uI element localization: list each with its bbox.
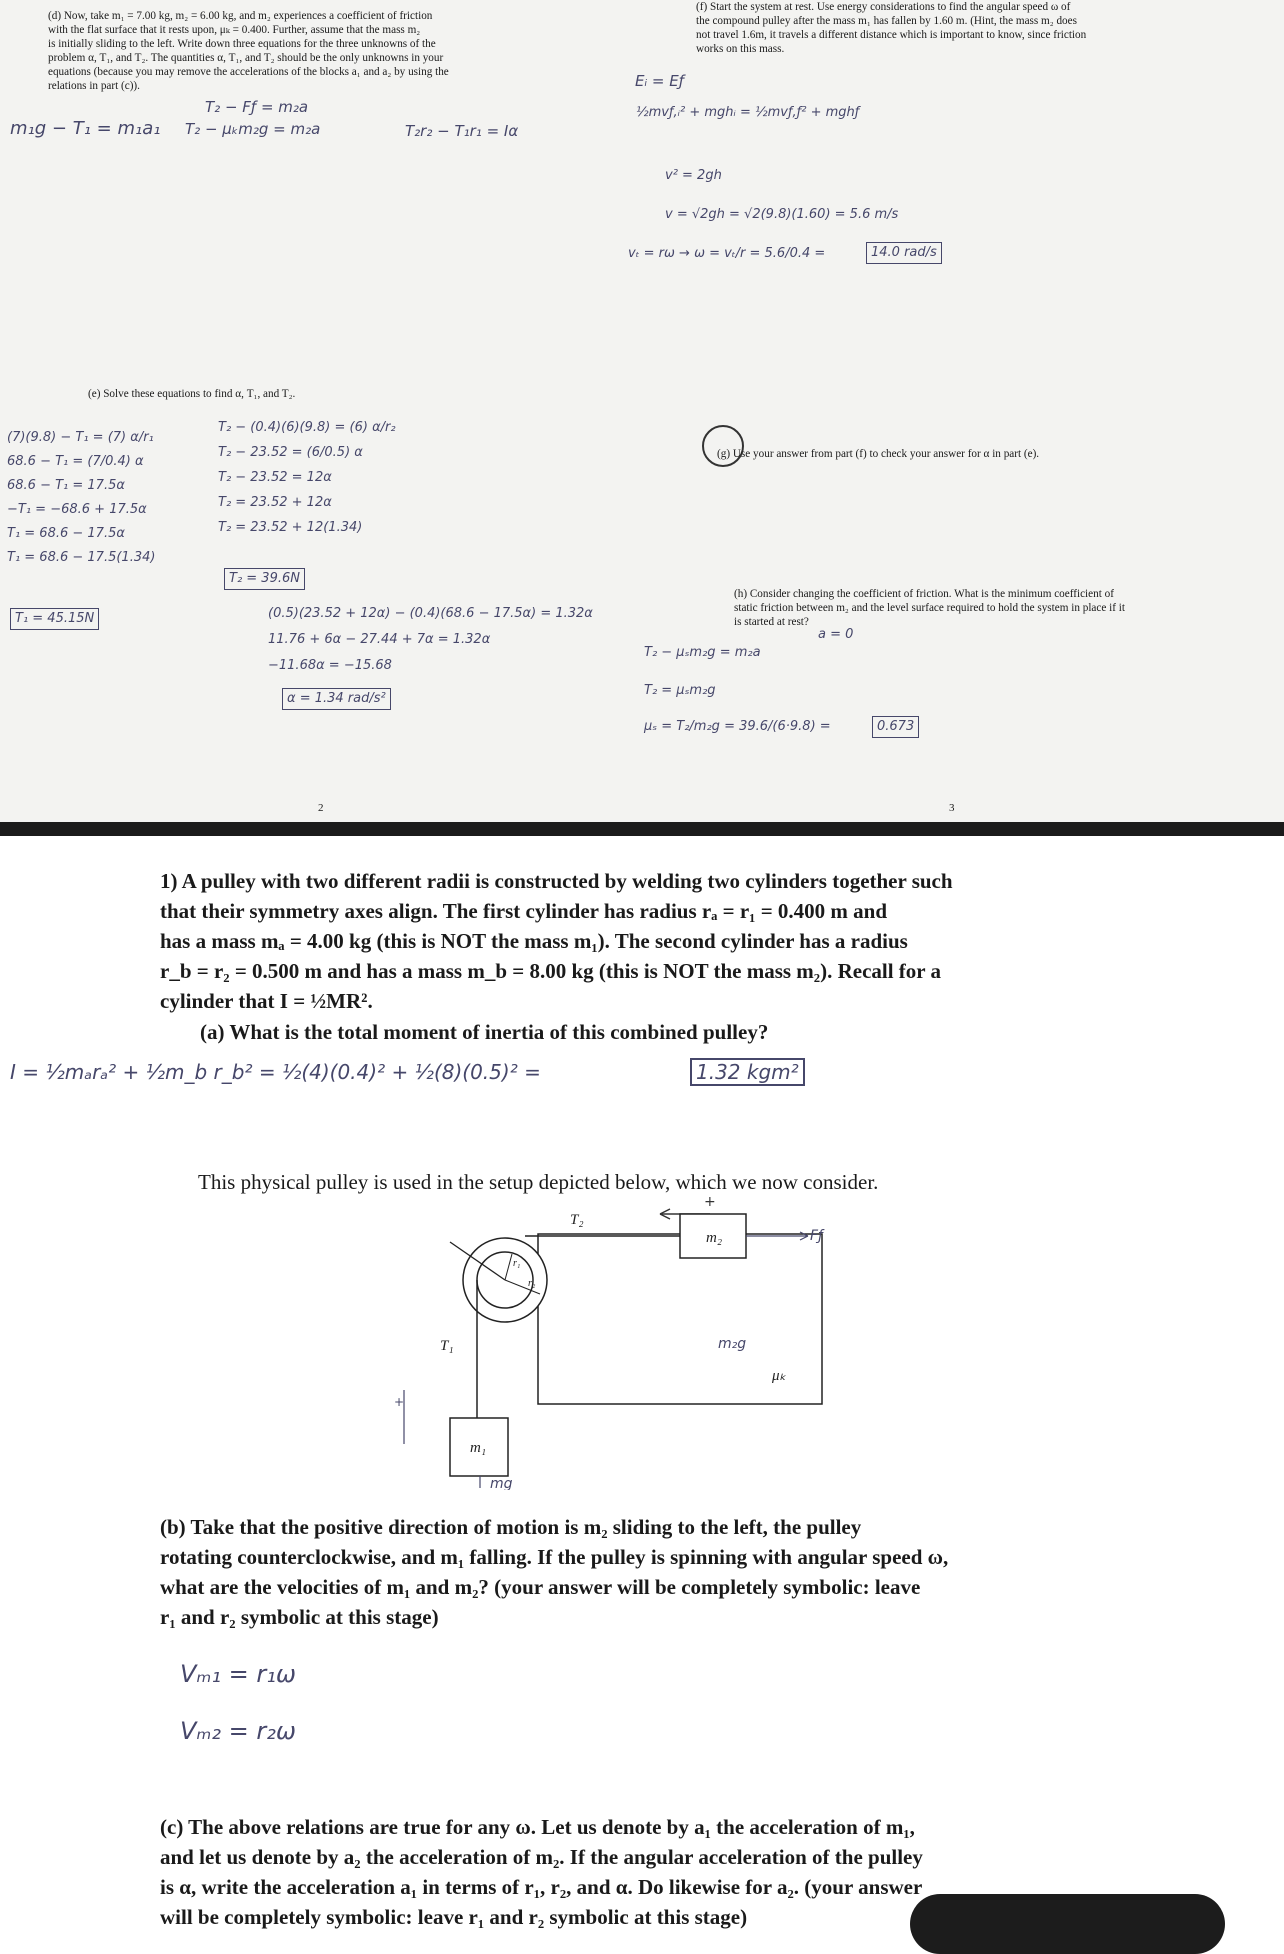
energy-eq-4: v = √2gh = √2(9.8)(1.60) = 5.6 m/s: [665, 207, 899, 222]
setup-description: This physical pulley is used in the setup depicted below, which we now consider.: [198, 1170, 879, 1194]
part-f-line: not travel 1.6m, it travels a different distance which is important to know, since friction: [696, 29, 1087, 41]
part-d-eq1: m₁g − T₁ = m₁a₁: [10, 118, 161, 139]
t1-answer-box: T₁ = 45.15N: [10, 608, 99, 630]
velocity-m1-answer: Vₘ₁ = r₁ω: [180, 1660, 296, 1688]
part-a-answer-box: 1.32 kgm²: [690, 1058, 805, 1086]
part-b-prompt: [160, 1512, 1260, 1632]
omega-answer-box: 14.0 rad/s: [866, 242, 942, 264]
t1-work-line: T₁ = 68.6 − 17.5α: [7, 526, 125, 541]
part-d-line: with the flat surface that it rests upon, μₖ = 0.400. Further, assume that the mass m₂: [48, 24, 421, 36]
h-work-line: T₂ = μₛm₂g: [644, 683, 716, 698]
label-r1: r₁: [513, 1258, 521, 1269]
question-1-line: has a mass mₐ = 4.00 kg (this is NOT the mass m₁). The second cylinder has a radius: [160, 929, 908, 953]
pulley-diagram: [380, 1190, 860, 1490]
part-b-line: r₁ and r₂ symbolic at this stage): [160, 1605, 439, 1629]
part-d-prompt: [48, 9, 568, 93]
part-c-line: will be completely symbolic: leave r₁ and r₂ symbolic at this stage): [160, 1905, 748, 1929]
alpha-work-line: −11.68α = −15.68: [268, 658, 392, 673]
t2-work-line: T₂ − (0.4)(6)(9.8) = (6) α/r₂: [218, 420, 396, 435]
t2-answer-box: T₂ = 39.6N: [224, 568, 305, 590]
part-h-prompt: [734, 587, 1224, 629]
t1-work-line: T₁ = 68.6 − 17.5(1.34): [7, 550, 156, 565]
t2-work-line: T₂ − 23.52 = 12α: [218, 470, 332, 485]
energy-eq-2: ½mvƒ,ᵢ² + mghᵢ = ½mvƒ,ƒ² + mghƒ: [636, 105, 860, 120]
label-mu: μₖ: [772, 1368, 786, 1384]
t1-work-line: 68.6 − T₁ = 17.5α: [7, 478, 125, 493]
part-d-eq2: T₂ − μₖm₂g = m₂a: [185, 120, 321, 138]
page-number-left: 2: [318, 802, 324, 814]
part-h-line: static friction between m₂ and the level surface required to hold the system in place if it: [734, 602, 1125, 614]
t2-work-line: T₂ = 23.52 + 12α: [218, 495, 332, 510]
page-number-right: 3: [949, 802, 955, 814]
part-f-line: works on this mass.: [696, 43, 785, 55]
part-c-line: and let us denote by a₂ the acceleration of m₂. If the angular acceleration of the pulley: [160, 1845, 923, 1869]
h-work-line: a = 0: [818, 627, 854, 642]
part-f-line: the compound pulley after the mass m₁ has fallen by 1.60 m. (Hint, the mass m₂ does: [696, 15, 1077, 27]
direction-plus: +: [704, 1194, 716, 1210]
vertical-plus: +: [394, 1395, 405, 1409]
t1-work-line: −T₁ = −68.6 + 17.5α: [7, 502, 147, 517]
part-b-line: rotating counterclockwise, and m₁ falling. If the pulley is spinning with angular speed ω,: [160, 1545, 949, 1569]
question-1-prompt: [160, 866, 1260, 1016]
label-mg: mg: [490, 1476, 513, 1490]
part-d-line: problem α, T₁, and T₂. The quantities α, T₁, and T₂ should be the only unknowns in your: [48, 52, 444, 64]
alpha-answer-box: α = 1.34 rad/s²: [282, 688, 391, 710]
part-b-line: (b) Take that the positive direction of motion is m₂ sliding to the left, the pulley: [160, 1515, 862, 1539]
mu-answer-box: 0.673: [872, 716, 919, 738]
part-b-line: what are the velocities of m₁ and m₂? (your answer will be completely symbolic: leave: [160, 1575, 921, 1599]
part-d-eq3: T₂r₂ − T₁r₁ = Iα: [405, 122, 519, 140]
part-d-line: relations in part (c)).: [48, 80, 140, 92]
label-ff: Fƒ: [810, 1228, 823, 1244]
t2-work-line: T₂ − 23.52 = (6/0.5) α: [218, 445, 363, 460]
question-1-line: r_b = r₂ = 0.500 m and has a mass m_b = 8.00 kg (this is NOT the mass m₂). Recall for a: [160, 959, 941, 983]
part-g-prompt: (g) Use your answer from part (f) to check your answer for α in part (e).: [717, 448, 1040, 460]
part-a-prompt: (a) What is the total moment of inertia of this combined pulley?: [200, 1020, 769, 1044]
part-h-line: is started at rest?: [734, 616, 809, 628]
label-m2: m₂: [706, 1230, 723, 1246]
h-work-line: μₛ = T₂/m₂g = 39.6/(6·9.8) =: [644, 719, 831, 734]
question-1-line: cylinder that I = ½MR².: [160, 989, 373, 1013]
alpha-work-line: 11.76 + 6α − 27.44 + 7α = 1.32α: [268, 632, 491, 647]
part-d-eq-top: T₂ − Fƒ = m₂a: [205, 98, 309, 116]
part-c-line: is α, write the acceleration a₁ in terms of r₁, r₂, and α. Do likewise for a₂. (your answer: [160, 1875, 923, 1899]
label-m1: m₁: [470, 1440, 487, 1456]
energy-eq-5: vₜ = rω → ω = vₜ/r = 5.6/0.4 =: [628, 246, 826, 261]
question-1-line: that their symmetry axes align. The first cylinder has radius rₐ = r₁ = 0.400 m and: [160, 899, 888, 923]
photo-separator: [0, 822, 1284, 836]
part-a-work: I = ½mₐrₐ² + ½m_b r_b² = ½(4)(0.4)² + ½(8)(0.5)² =: [10, 1060, 541, 1084]
t2-work-column: [218, 418, 396, 543]
part-d-line: equations (because you may remove the accelerations of the blocks a₁ and a₂ by using the: [48, 66, 449, 78]
alpha-work-column: [268, 604, 593, 682]
part-h-line: (h) Consider changing the coefficient of friction. What is the minimum coefficient of: [734, 588, 1114, 600]
label-t2: T₂: [570, 1212, 584, 1228]
energy-eq-3: v² = 2gh: [665, 168, 722, 183]
part-e-prompt: (e) Solve these equations to find α, T₁, and T₂.: [88, 388, 296, 400]
part-f-line: (f) Start the system at rest. Use energy considerations to find the angular speed ω of: [696, 1, 1071, 13]
part-d-line: is initially sliding to the left. Write down three equations for the three unknowns of the: [48, 38, 436, 50]
t2-work-line: T₂ = 23.52 + 12(1.34): [218, 520, 363, 535]
t1-work-line: (7)(9.8) − T₁ = (7) α/r₁: [7, 430, 154, 445]
question-1-line: 1) A pulley with two different radii is constructed by welding two cylinders together such: [160, 869, 953, 893]
alpha-work-line: (0.5)(23.52 + 12α) − (0.4)(68.6 − 17.5α) = 1.32α: [268, 606, 593, 621]
part-c-line: (c) The above relations are true for any ω. Let us denote by a₁ the acceleration of m₁,: [160, 1815, 915, 1839]
energy-eq-1: Eᵢ = Eƒ: [635, 72, 685, 90]
label-r2: r₂: [528, 1278, 536, 1289]
h-work-line: T₂ − μₛm₂g = m₂a: [644, 645, 761, 660]
t1-work-column: [7, 428, 155, 572]
label-m2g: m₂g: [718, 1336, 747, 1352]
floating-overlay-pill[interactable]: [910, 1894, 1225, 1954]
label-t1: T₁: [440, 1338, 454, 1354]
velocity-m2-answer: Vₘ₂ = r₂ω: [180, 1717, 296, 1745]
t1-work-line: 68.6 − T₁ = (7/0.4) α: [7, 454, 144, 469]
part-d-line: (d) Now, take m₁ = 7.00 kg, m₂ = 6.00 kg, and m₂ experiences a coefficient of friction: [48, 10, 433, 22]
part-f-prompt: [696, 0, 1216, 56]
